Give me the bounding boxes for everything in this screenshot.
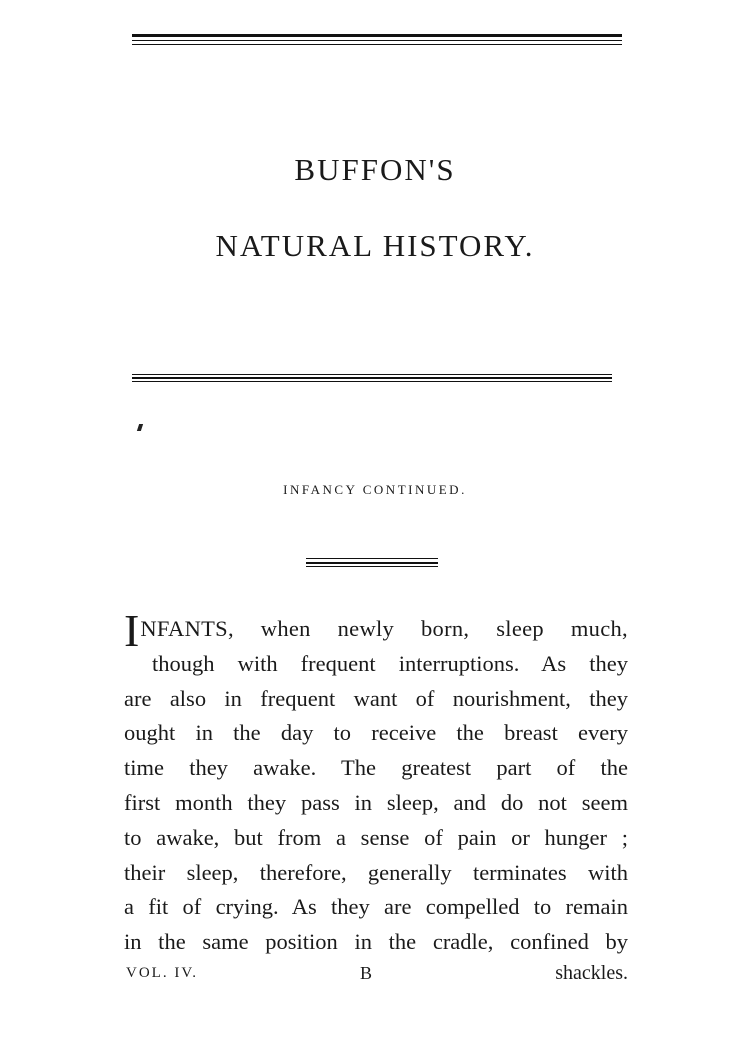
text-line-9: a fit of crying. As they are compelled to remain — [124, 894, 628, 920]
book-title-line-2: NATURAL HISTORY. — [215, 228, 535, 263]
page-footer — [124, 958, 628, 988]
text-line-1 — [124, 605, 628, 656]
section-heading: INFANCY CONTINUED. — [283, 482, 467, 497]
text-line-6: first month they pass in sleep, and do not seem — [124, 789, 628, 815]
signature-mark: B — [360, 963, 373, 983]
text-line-3: are also in frequent want of nourishment, they — [124, 685, 628, 711]
text-line-2: though with frequent interruptions. As they — [152, 650, 628, 676]
section-divider-rule-thick — [306, 562, 438, 564]
text-line-1-content: NFANTS, when newly born, sleep much, — [140, 616, 628, 641]
body-paragraph — [124, 605, 628, 960]
drop-cap: I — [124, 605, 140, 656]
title-divider-rule-thin — [132, 381, 612, 382]
volume-mark: VOL. IV. — [126, 965, 198, 981]
text-line-10: in the same position in the cradle, confined by — [124, 929, 628, 955]
section-divider-rule — [306, 558, 438, 559]
text-line-8: their sleep, therefore, generally terminates with — [124, 859, 628, 885]
title-divider-rule-thick — [132, 377, 612, 379]
catchword: shackles. — [555, 962, 628, 984]
ink-speck — [137, 424, 143, 431]
top-rule-thin-2 — [132, 44, 622, 45]
text-line-7: to awake, but from a sense of pain or hunger ; — [124, 824, 628, 850]
book-title-line-1: BUFFON'S — [294, 152, 456, 187]
title-divider-rule — [132, 374, 612, 375]
top-rule-thin — [132, 40, 622, 41]
text-line-4: ought in the day to receive the breast every — [124, 720, 628, 746]
top-rule — [132, 34, 622, 37]
section-divider-rule-thin — [306, 566, 438, 567]
text-line-5: time they awake. The greatest part of the — [124, 755, 628, 781]
